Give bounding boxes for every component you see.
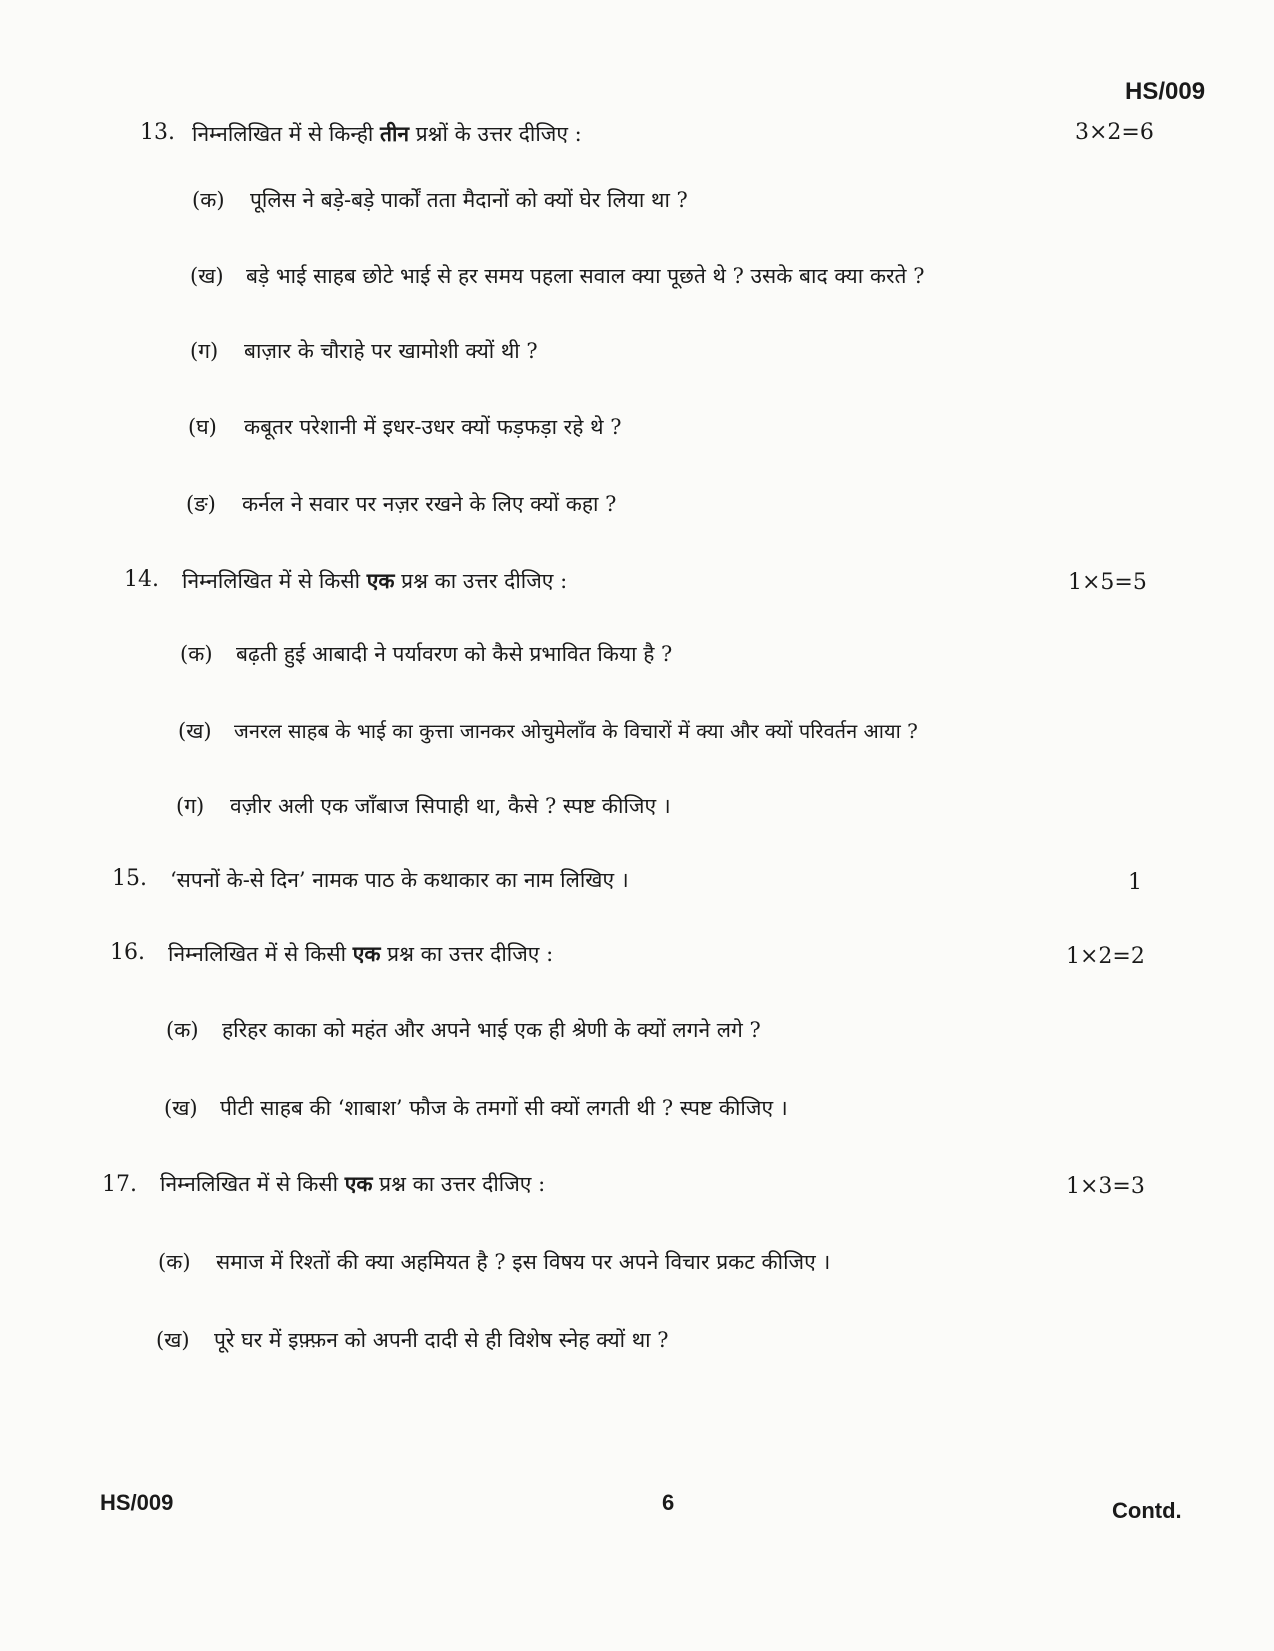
q17-part-text: पूरे घर में इफ़्फ़न को अपनी दादी से ही विशेष स्नेह क्यों था ? — [214, 1328, 669, 1352]
q16-part-label: (क) — [166, 1018, 199, 1042]
q17-part-label: (ख) — [156, 1328, 190, 1352]
paper-code-footer: HS/009 — [100, 1490, 174, 1515]
question-17-text: निम्नलिखित में से किसी एक प्रश्न का उत्तर दीजिए : — [160, 1171, 546, 1196]
question-16-marks: 1×2=2 — [1066, 944, 1145, 969]
question-15-number: 15. — [112, 866, 147, 891]
q16-part-label: (ख) — [164, 1096, 198, 1120]
q13-part-label: (क) — [192, 188, 225, 212]
q14-part-label: (क) — [180, 642, 213, 666]
question-17-marks: 1×3=3 — [1066, 1174, 1145, 1199]
question-14-number: 14. — [124, 567, 159, 592]
question-16-number: 16. — [110, 940, 145, 965]
continued-label: Contd. — [1112, 1498, 1182, 1523]
q13-part-label: (ङ) — [186, 492, 216, 516]
question-17-number: 17. — [102, 1172, 137, 1197]
q14-part-text: बढ़ती हुई आबादी ने पर्यावरण को कैसे प्रभावित किया है ? — [236, 642, 673, 666]
q13-part-text: बाज़ार के चौराहे पर खामोशी क्यों थी ? — [244, 339, 538, 363]
q13-part-text: पूलिस ने बड़े-बड़े पार्कों तता मैदानों को क्यों घेर लिया था ? — [250, 188, 688, 212]
question-14-marks: 1×5=5 — [1068, 570, 1147, 595]
question-15-text: ‘सपनों के-से दिन’ नामक पाठ के कथाकार का नाम लिखिए । — [170, 868, 629, 892]
q16-part-text: पीटी साहब की ‘शाबाश’ फौज के तमगों सी क्यों लगती थी ? स्पष्ट कीजिए । — [220, 1096, 788, 1120]
q14-part-text: वज़ीर अली एक जाँबाज सिपाही था, कैसे ? स्पष्ट कीजिए । — [230, 794, 671, 818]
paper-code-top: HS/009 — [1125, 78, 1206, 105]
q14-part-label: (ग) — [176, 794, 205, 818]
question-13-marks: 3×2=6 — [1075, 120, 1154, 145]
question-13-number: 13. — [140, 120, 175, 145]
q13-part-text: कबूतर परेशानी में इधर-उधर क्यों फड़फड़ा रहे थे ? — [244, 415, 622, 439]
q13-part-label: (ख) — [190, 264, 224, 288]
page-number: 6 — [662, 1490, 675, 1515]
q13-part-label: (ग) — [190, 339, 219, 363]
q13-part-text: बड़े भाई साहब छोटे भाई से हर समय पहला सवाल क्या पूछते थे ? उसके बाद क्या करते ? — [246, 264, 925, 288]
question-13-text: निम्नलिखित में से किन्ही तीन प्रश्नों के उत्तर दीजिए : — [192, 121, 582, 146]
q14-part-text: जनरल साहब के भाई का कुत्ता जानकर ओचुमेलाँव के विचारों में क्या और क्यों परिवर्तन आया ? — [234, 719, 918, 743]
question-16-text: निम्नलिखित में से किसी एक प्रश्न का उत्तर दीजिए : — [168, 941, 554, 966]
q14-part-label: (ख) — [178, 719, 212, 743]
question-14-text: निम्नलिखित में से किसी एक प्रश्न का उत्तर दीजिए : — [182, 568, 568, 593]
q16-part-text: हरिहर काका को महंत और अपने भाई एक ही श्रेणी के क्यों लगने लगे ? — [222, 1018, 761, 1042]
q17-part-label: (क) — [158, 1250, 191, 1274]
q13-part-label: (घ) — [188, 415, 217, 439]
q13-part-text: कर्नल ने सवार पर नज़र रखने के लिए क्यों कहा ? — [242, 492, 617, 516]
question-15-marks: 1 — [1128, 870, 1142, 895]
q17-part-text: समाज में रिश्तों की क्या अहमियत है ? इस विषय पर अपने विचार प्रकट कीजिए । — [216, 1250, 831, 1274]
